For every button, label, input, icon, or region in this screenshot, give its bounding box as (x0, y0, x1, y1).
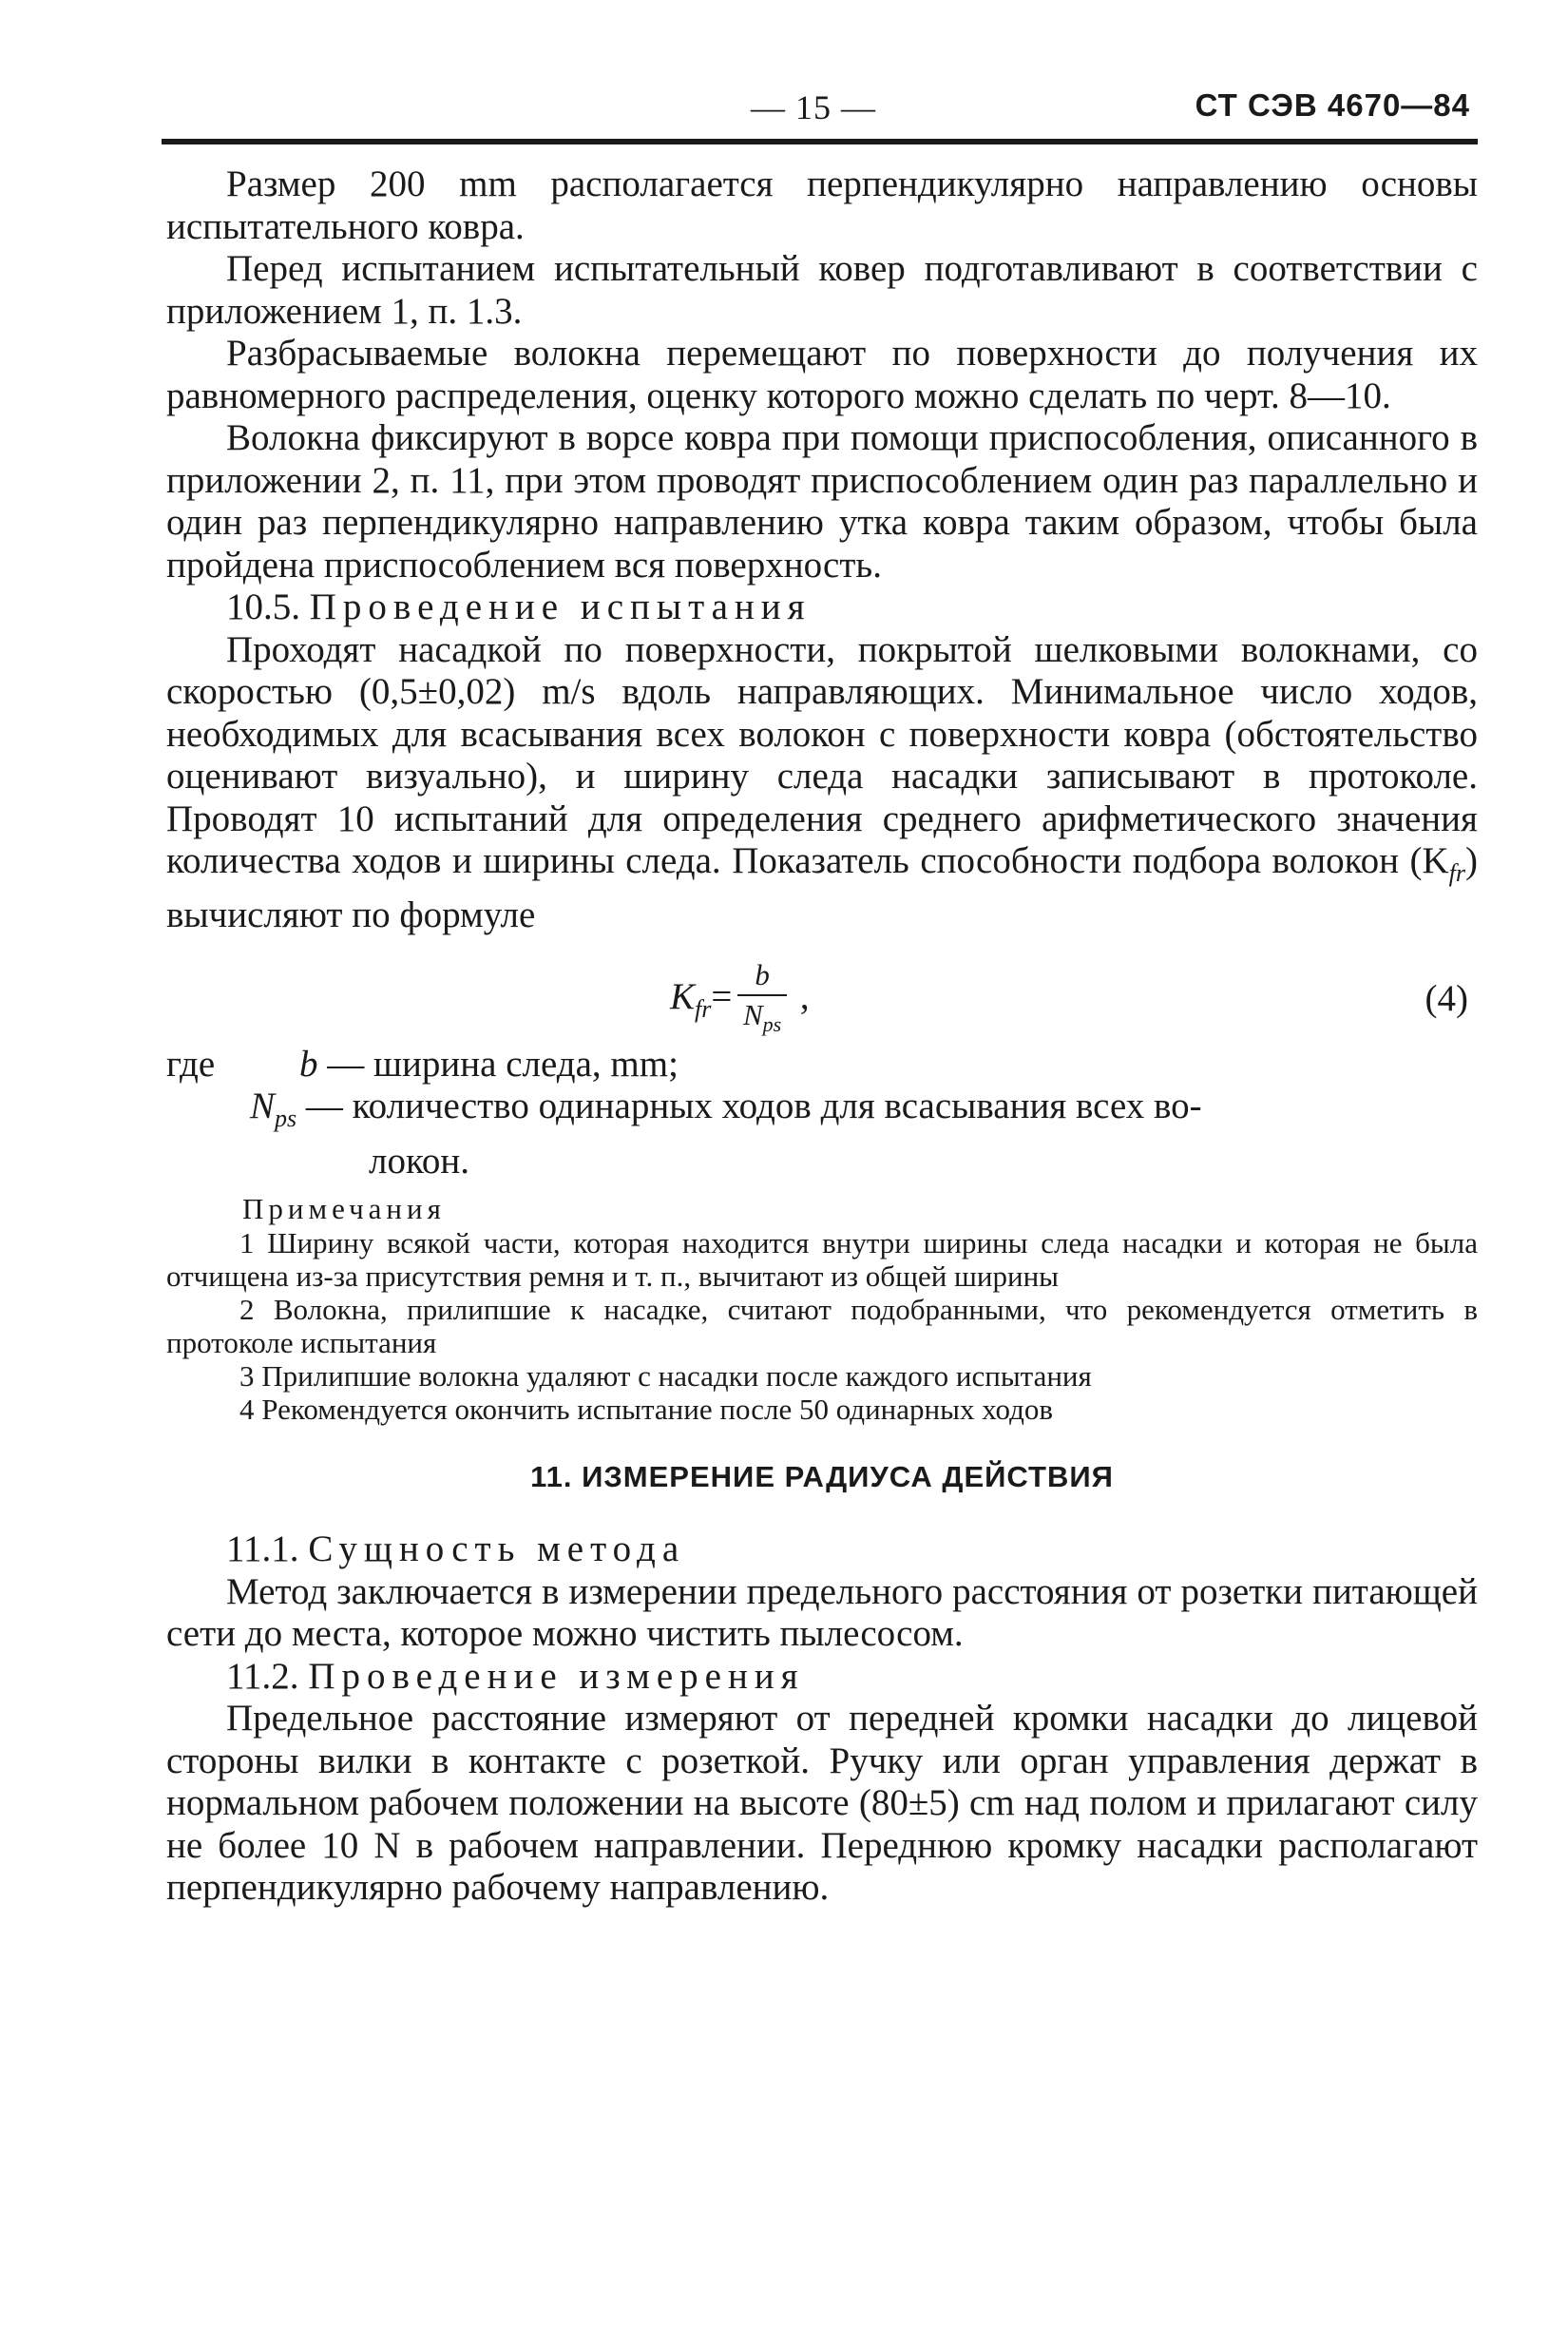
paragraph-text-end: ) вычисляют по формуле (166, 840, 1478, 936)
formula-expression (670, 956, 810, 1044)
formula-fraction (737, 956, 787, 1044)
paragraph-text: Проходят насадкой по поверхности, покрытой шелковыми волокнами, со скоростью (0,5±0,02) m/s вдоль направляющих. Минимальное число ходов, необходимых для всасывания всех волокон с поверхности ковра (обстоятельство оценивают визуально), и ширину следа насадки записывают в протоколе. Проводят 10 испытаний для определения среднего арифметического значения количества ходов и ширины следа. Показатель способности подбора волокон (K (166, 628, 1478, 881)
formula-denominator (737, 996, 787, 1044)
subsection-number: 11.1. (226, 1528, 299, 1570)
note-2: 2 Волокна, прилипшие к насадке, считают подобранными, что рекомендуется отметить в протоколе испытания (166, 1293, 1478, 1360)
note-4: 4 Рекомендуется окончить испытание после 50 одинарных ходов (239, 1393, 1054, 1427)
subsection-heading-11-1 (166, 1528, 1478, 1571)
legend-symbol-b: b (299, 1043, 318, 1085)
page-header (162, 87, 1478, 144)
subsection-heading-10-5 (166, 586, 1478, 629)
subsection-title: Проведение измерения (308, 1655, 805, 1697)
formula-comma: , (799, 975, 810, 1017)
legend-symbol-n-subscript: ps (275, 1105, 297, 1133)
subscript: fr (1448, 858, 1465, 887)
page-body (166, 163, 1478, 1910)
formula-equals: = (711, 975, 733, 1017)
formula-lhs-subscript: fr (695, 994, 712, 1023)
subsection-heading-11-2 (166, 1656, 1478, 1699)
note-1: 1 Ширину всякой части, которая находится внутри ширины следа насадки и которая не была отчищена из-за присутствия ремня и т. п., вычитают из общей ширины (166, 1226, 1478, 1294)
paragraph-size: Размер 200 mm располагается перпендикулярно направлению основы испытательного ковра. (166, 163, 1478, 247)
subsection-title: Сущность метода (308, 1528, 686, 1570)
legend-symbol-n: N (250, 1086, 276, 1127)
paragraph-preparation: Перед испытанием испытательный ковер подготавливают в соответствии с приложением 1, п. 1.3. (166, 248, 1478, 332)
subsection-title: Проведение испытания (309, 586, 812, 627)
legend-label: где (166, 1043, 216, 1085)
formula-numerator: b (737, 956, 787, 996)
subsection-number: 11.2. (226, 1655, 299, 1697)
paragraph-fibres-spread: Разбрасываемые волокна перемещают по поверхности до получения их равномерного распределения, оценку которого можно сделать по черт. 8—10. (166, 333, 1478, 416)
legend-text-n: — количество одинарных ходов для всасывания всех во- (296, 1086, 1202, 1127)
legend-n (166, 1086, 1478, 1182)
paragraph-test-procedure (166, 629, 1478, 937)
legend-text-n-continued: локон. (369, 1140, 470, 1182)
paragraph-measurement: Предельное расстояние измеряют от передней кромки насадки до лицевой стороны вилки в контакте с розеткой. Ручку или орган управления держат в нормальном рабочем положении на высоте (80±5) cm над полом и прилагают силу не более 10 N в рабочем направлении. Переднюю кромку насадки располагают перпендикулярно рабочему направлению. (166, 1698, 1478, 1909)
legend-text-b: — ширина следа, mm; (317, 1043, 679, 1085)
paragraph-method: Метод заключается в измерении предельного расстояния от розетки питающей сети до места, которое можно чистить пылесосом. (166, 1570, 1478, 1655)
formula-lhs: K (670, 975, 696, 1017)
denominator-subscript: ps (762, 1011, 782, 1036)
header-rule (162, 139, 1478, 144)
standard-code: СТ СЭВ 4670—84 (1195, 87, 1470, 123)
denominator-symbol: N (742, 997, 763, 1031)
formula-4 (166, 956, 1478, 1044)
page-number: — 15 — (751, 88, 876, 126)
notes-heading: Примечания (242, 1192, 446, 1226)
section-heading-11: 11. ИЗМЕРЕНИЕ РАДИУСА ДЕЙСТВИЯ (530, 1460, 1114, 1494)
subsection-number: 10.5. (226, 586, 300, 627)
formula-number: (4) (1425, 977, 1468, 1019)
paragraph-fibres-fix: Волокна фиксируют в ворсе ковра при помощи приспособления, описанного в приложении 2, п. 11, при этом проводят приспособлением один раз параллельно и один раз перпендикулярно направлению утка ковра таким образом, чтобы была пройдена приспособлением вся поверхность. (166, 417, 1478, 586)
note-3: 3 Прилипшие волокна удаляют с насадки после каждого испытания (239, 1359, 1092, 1394)
legend-b (166, 1044, 1478, 1086)
